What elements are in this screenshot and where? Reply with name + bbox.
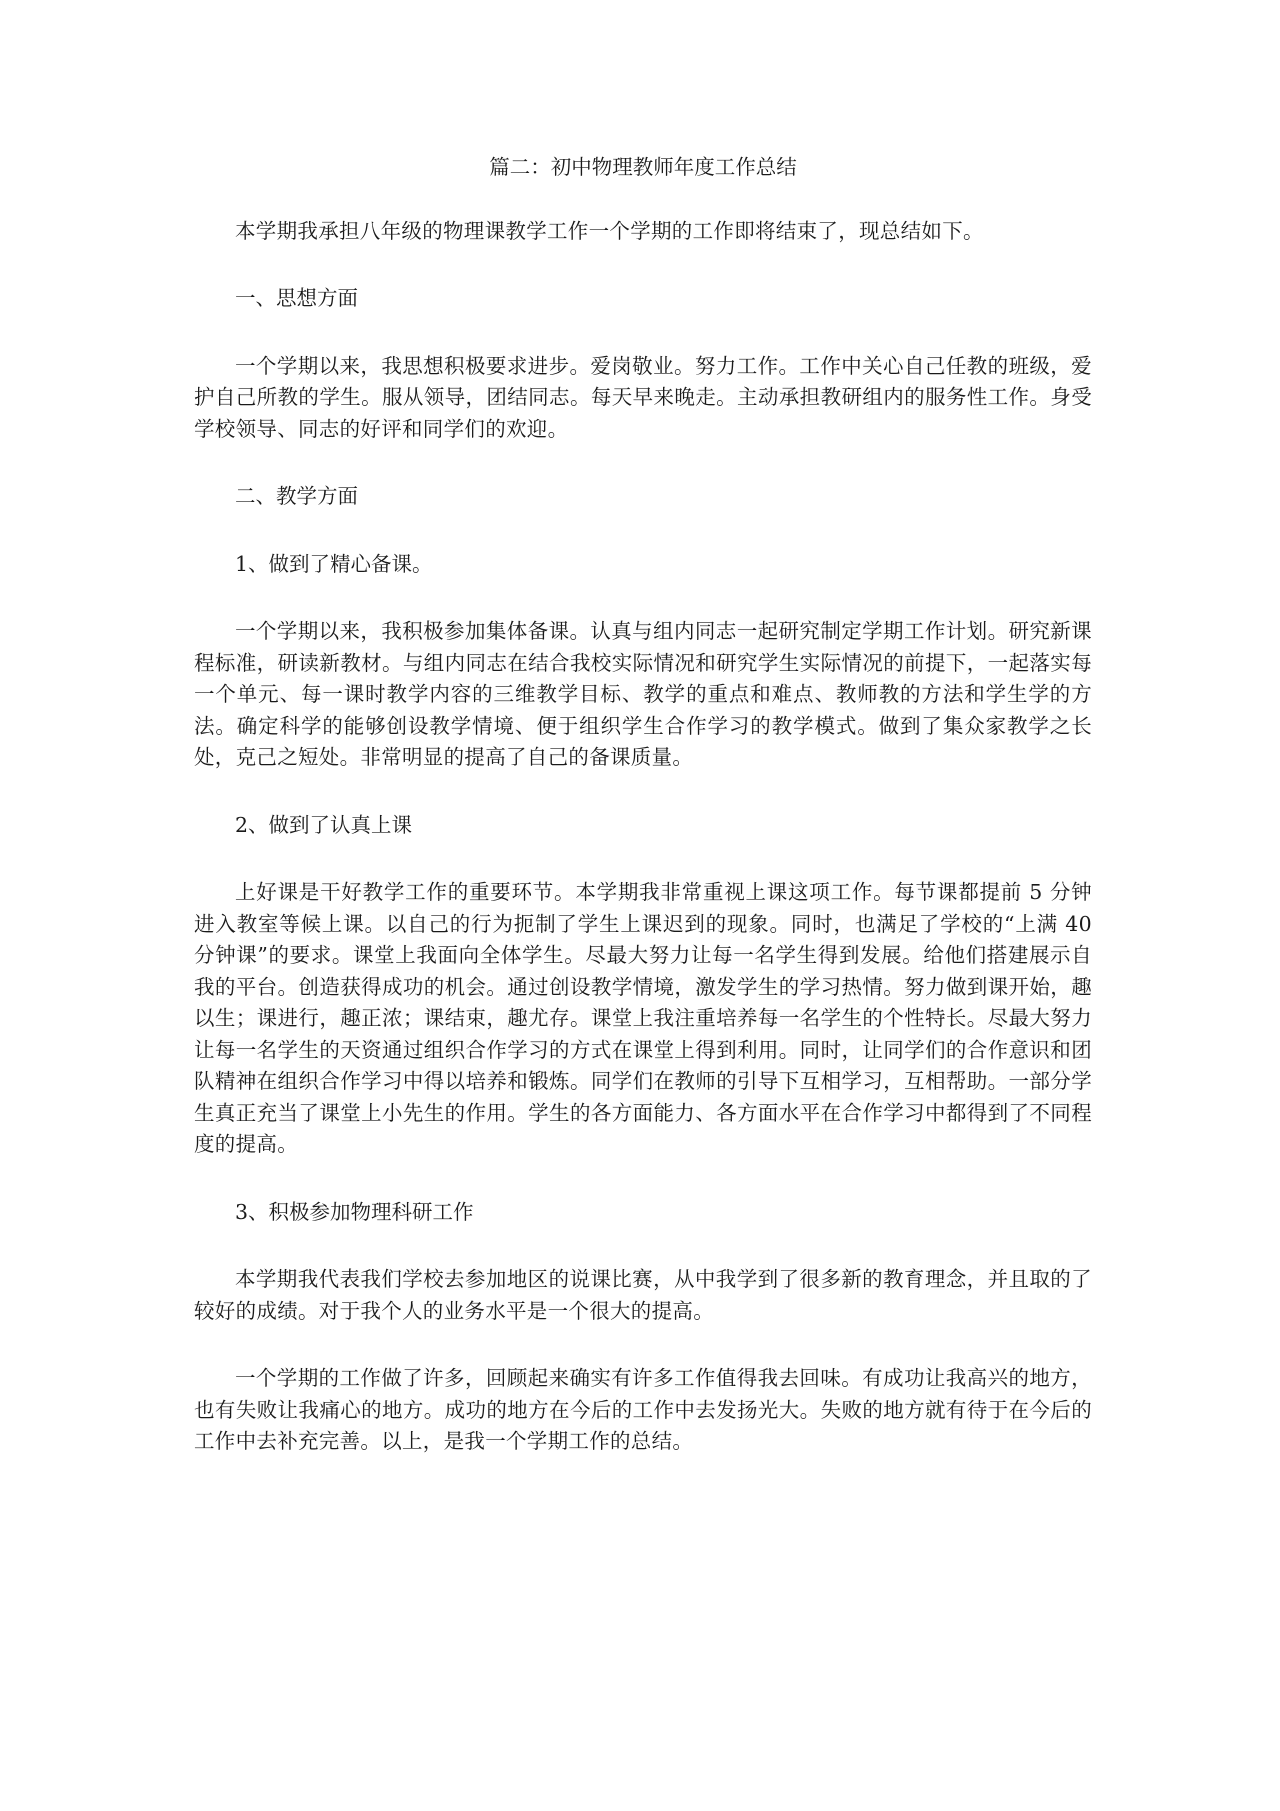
subsection-heading-lesson-prep: 1、做到了精心备课。	[235, 551, 433, 576]
intro-paragraph: 本学期我承担八年级的物理课教学工作一个学期的工作即将结束了，现总结如下。	[235, 218, 984, 243]
document-title: 篇二：初中物理教师年度工作总结	[489, 155, 797, 179]
section-paragraph-thought: 一个学期以来，我思想积极要求进步。爱岗敬业。努力工作。工作中关心自己任教的班级，爱护自己所教的学生。服从领导，团结同志。每天早来晚走。主动承担教研组内的服务性工作。身受学校领导、同志的好评和同学们的欢迎。	[194, 353, 1092, 441]
subsection-paragraph-lesson-prep: 一个学期以来，我积极参加集体备课。认真与组内同志一起研究制定学期工作计划。研究新课程标准，研读新教材。与组内同志在结合我校实际情况和研究学生实际情况的前提下，一起落实每一个单元、每一课时教学内容的三维教学目标、教学的重点和难点、教师教的方法和学生学的方法。确定科学的能够创设教学情境、便于组织学生合作学习的教学模式。做到了集众家教学之长处，克己之短处。非常明显的提高了自己的备课质量。	[194, 619, 1092, 769]
subsection-heading-research: 3、积极参加物理科研工作	[235, 1199, 474, 1224]
document-body	[194, 152, 1092, 1494]
section-heading-thought: 一、思想方面	[235, 286, 358, 310]
conclusion-paragraph: 一个学期的工作做了许多，回顾起来确实有许多工作值得我去回味。有成功让我高兴的地方，也有失败让我痛心的地方。成功的地方在今后的工作中去发扬光大。失败的地方就有待于在今后的工作中去补充完善。以上，是我一个学期工作的总结。	[194, 1366, 1092, 1453]
subsection-paragraph-research: 本学期我代表我们学校去参加地区的说课比赛，从中我学到了很多新的教育理念，并且取的了较好的成绩。对于我个人的业务水平是一个很大的提高。	[194, 1267, 1092, 1323]
section-heading-teaching: 二、教学方面	[235, 484, 358, 508]
subsection-paragraph-classes: 上好课是干好教学工作的重要环节。本学期我非常重视上课这项工作。每节课都提前 5 分钟进入教室等候上课。以自己的行为扼制了学生上课迟到的现象。同时，也满足了学校的“上满 40 分钟课”的要求。课堂上我面向全体学生。尽最大努力让每一名学生得到发展。给他们搭建展示自我的平台。创造获得成功的机会。通过创设教学情境，激发学生的学习热情。努力做到课开始，趣以生；课进行，趣正浓；课结束，趣尤存。课堂上我注重培养每一名学生的个性特长。尽最大努力让每一名学生的天资通过组织合作学习的方式在课堂上得到利用。同时，让同学们的合作意识和团队精神在组织合作学习中得以培养和锻炼。同学们在教师的引导下互相学习，互相帮助。一部分学生真正充当了课堂上小先生的作用。学生的各方面能力、各方面水平在合作学习中都得到了不同程度的提高。	[194, 880, 1092, 1156]
subsection-heading-classes: 2、做到了认真上课	[235, 812, 413, 837]
